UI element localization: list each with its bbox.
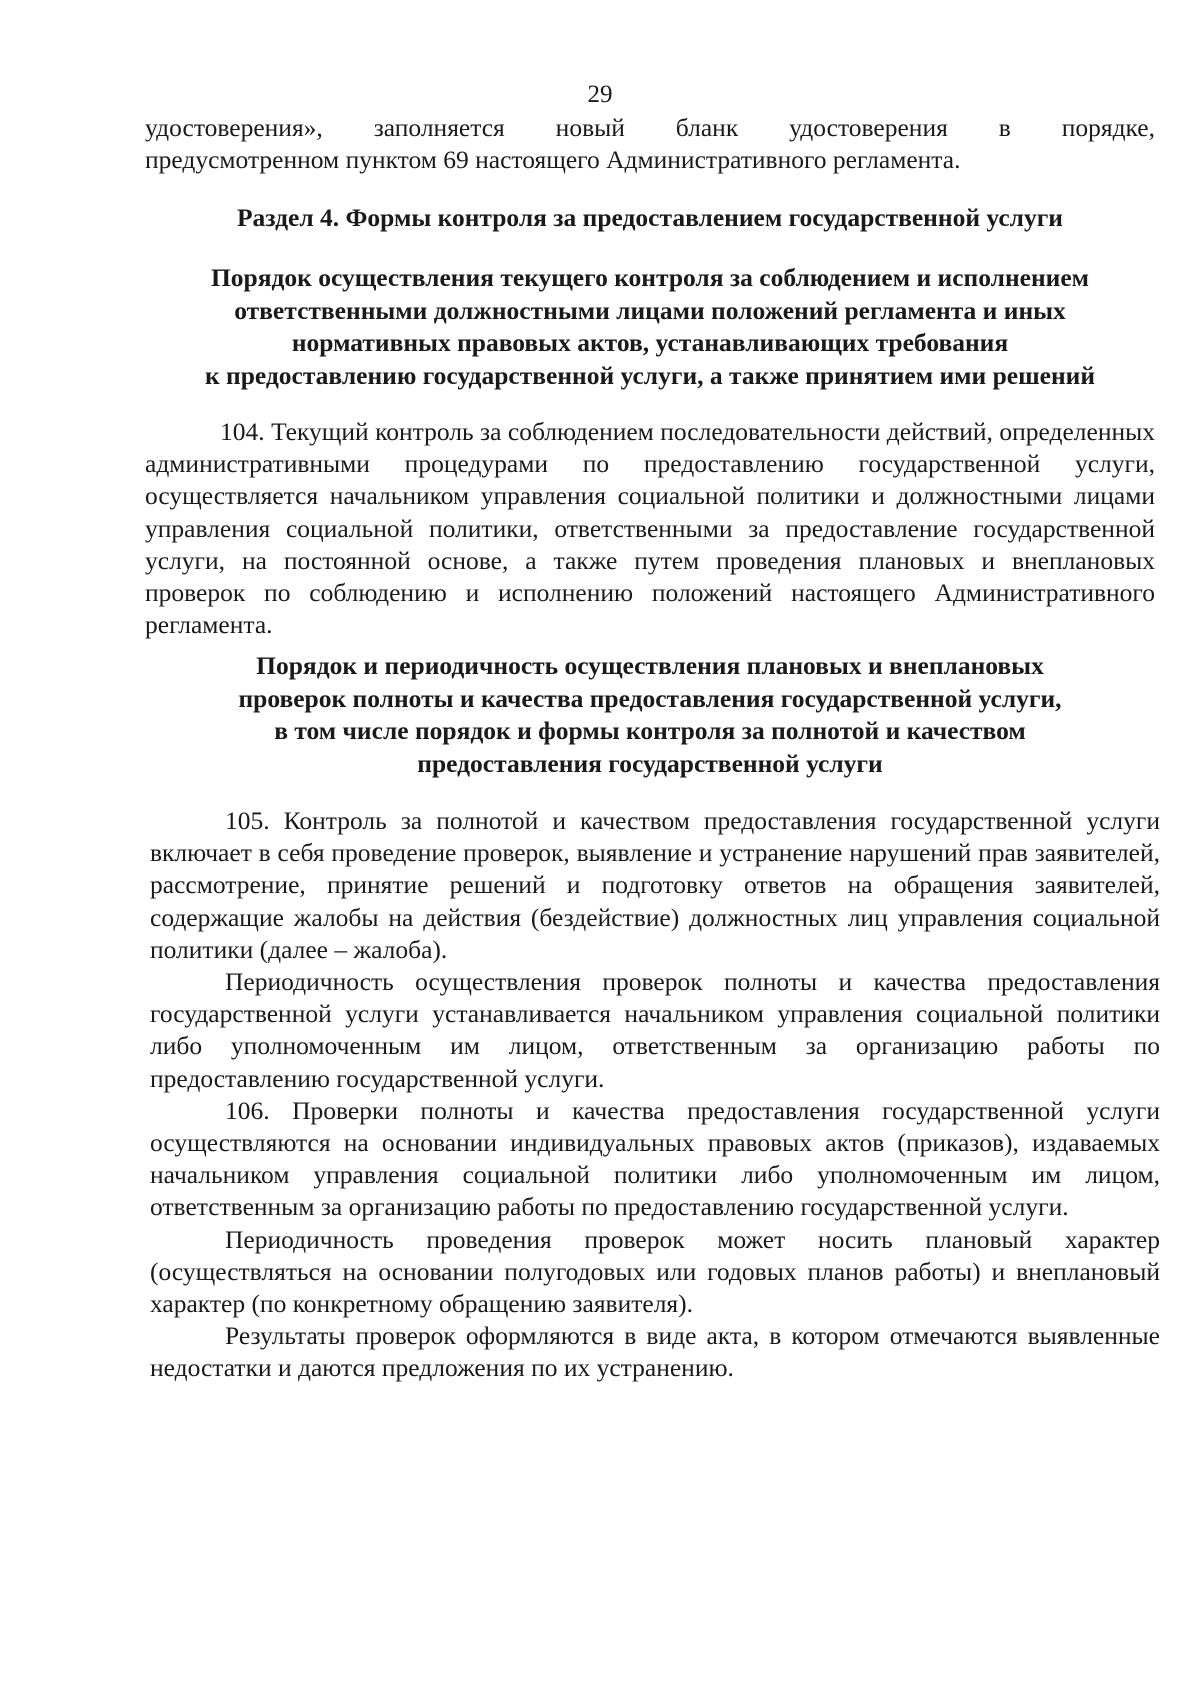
paragraph-104-text: 104. Текущий контроль за соблюдением последовательности действий, определенных административными процедурами по предоставлению государственной услуги, осуществляется начальником управления социальной политики и должностными лицами управления социальной политики, ответственными за предоставление государственной услуги, на постоянной основе, а также путем проведения плановых и внеплановых проверок по соблюдению и исполнению положений настоящего Административного регламента. [145, 417, 1155, 640]
intro-line-1: удостоверения», заполняется новый бланк удостоверения в порядке, [145, 113, 1155, 142]
subheading-current-control [145, 262, 1155, 392]
intro-paragraph [145, 112, 1155, 176]
subheading2-line-4: предоставления государственной услуги [417, 748, 883, 778]
paragraphs-105-106 [150, 805, 1160, 1385]
paragraph-105-periodicity-text: Периодичность осуществления проверок полноты и качества предоставления государственной услуги устанавливается начальником управления социальной политики либо уполномоченным им лицом, ответственным за организацию работы по предоставлению государственной услуги. [150, 967, 1160, 1093]
section-title [145, 202, 1155, 235]
page-number: 29 [587, 81, 613, 108]
paragraph-105-text: 105. Контроль за полнотой и качеством предоставления государственной услуги включает в себя проведение проверок, выявление и устранение нарушений прав заявителей, рассмотрение, принятие решений и подготовку ответов на обращения заявителей, содержащие жалобы на действия (бездействие) должностных лиц управления социальной политики (далее – жалоба). [150, 806, 1160, 964]
paragraph-106-text: 106. Проверки полноты и качества предоставления государственной услуги осуществляются на основании индивидуальных правовых актов (приказов), издаваемых начальником управления социальной политики либо уполномоченным им лицом, ответственным за организацию работы по предоставлению государственной услуги. [150, 1095, 1160, 1222]
paragraph-106-results-text: Результаты проверок оформляются в виде акта, в котором отмечаются выявленные недостатки и даются предложения по их устранению. [150, 1321, 1160, 1383]
subheading1-line-3: нормативных правовых актов, устанавливающих требования [291, 328, 1009, 357]
subheading-periodicity [145, 650, 1155, 780]
subheading1-line-1: Порядок осуществления текущего контроля за соблюдением и исполнением [210, 263, 1090, 292]
subheading2-line-2: проверок полноты и качества предоставления государственной услуги, [238, 683, 1062, 713]
subheading2-line-3: в том числе порядок и формы контроля за полнотой и качеством [274, 716, 1026, 745]
subheading2-line-1: Порядок и периодичность осуществления плановых и внеплановых [256, 651, 1044, 680]
paragraph-106-periodicity-text: Периодичность проведения проверок может носить плановый характер (осуществляться на основании полугодовых или годовых планов работы) и внеплановый характер (по конкретному обращению заявителя). [150, 1224, 1160, 1319]
intro-line-2: предусмотренном пунктом 69 настоящего Административного регламента. [145, 145, 961, 175]
section-title-text: Раздел 4. Формы контроля за предоставлением государственной услуги [236, 203, 1063, 232]
subheading1-line-2: ответственными должностными лицами положений регламента и иных [234, 295, 1066, 325]
subheading1-line-4: к предоставлению государственной услуги, а также принятием ими решений [204, 360, 1096, 390]
paragraph-104 [145, 416, 1155, 641]
